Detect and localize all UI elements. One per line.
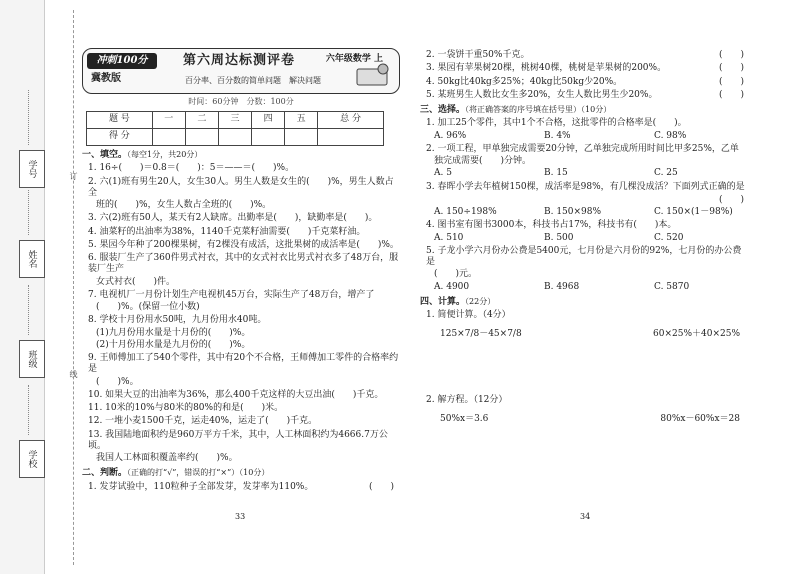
question: 7. 电视机厂一月份计划生产电视机45万台，实际生产了48万台，增产了 (88, 289, 375, 300)
school-line (28, 385, 29, 435)
question: 11. 10米的10%与80米的80%的和是( )米。 (88, 403, 284, 413)
question: 3. 果园有苹果树20棵，桃树40棵，桃树是苹果树的200%。 ( ) (426, 63, 744, 74)
answer-blank[interactable]: ( ) (718, 76, 744, 87)
options (434, 168, 750, 179)
tablet-illustration-icon (353, 63, 393, 87)
cut-line (73, 10, 74, 565)
question-continuation: (1)九月份用水量是十月份的( )%。 (96, 327, 251, 338)
options (434, 233, 750, 244)
question: 9. 王师傅加工了540个零件，其中有20个不合格，王师傅加工零件的合格率约是 (88, 353, 399, 375)
time-and-score-info: 时间：60分钟 分数：100分 (188, 97, 294, 106)
answer-blank[interactable]: ( ) (718, 63, 744, 74)
answer-blank[interactable]: ( ) (718, 89, 744, 100)
right-page (420, 48, 750, 425)
question: 5. 子龙小学六月份办公费是5400元，七月份是六月份的92%，七月份的办公费是 (426, 245, 742, 267)
option[interactable]: A. 5 (434, 168, 452, 179)
question: 1. 简便计算。（4分） (426, 310, 511, 320)
grade-label: 六年级数学 上 (325, 54, 383, 64)
option[interactable]: A. 510 (434, 232, 464, 243)
option[interactable]: C. 25 (654, 168, 678, 179)
options (434, 282, 750, 293)
edition-label: 冀教版 (91, 73, 121, 84)
expression: 60×25%＋40×25% (653, 329, 740, 340)
header-banner (82, 48, 400, 94)
expression: 50%x＝3.6 (440, 413, 489, 424)
score-cell[interactable] (318, 129, 384, 146)
section-true-false: 二、判断。（正确的打“√”，错误的打“×”）（10分） (82, 468, 270, 479)
question-continuation: 我国人工林面积覆盖率约( )%。 (96, 453, 238, 463)
options (434, 207, 750, 218)
cut-mark-xian: 线 (69, 370, 78, 378)
name-label: 姓名 (19, 240, 45, 278)
expression: 125×7/8－45×7/8 (440, 329, 522, 340)
question-continuation: 女式衬衣( )件。 (96, 276, 176, 287)
section-calculation: 四、计算。（22分） (420, 296, 496, 307)
question: 4. 油菜籽的出油率为38%，1140千克菜籽油需要( )千克菜籽油。 (88, 226, 366, 237)
question: 4. 图书室有图书3000本，科技书占17%，科技书有( )本。 (426, 220, 677, 231)
school-label: 学校 (19, 440, 45, 478)
expression: 80%x－60%x＝28 (660, 413, 740, 424)
question: 10. 如果大豆的出油率为36%，那么400千克这样的大豆出油( )千克。 (88, 389, 384, 400)
score-cell[interactable] (218, 129, 251, 146)
question-continuation: ( )元。 (434, 269, 478, 280)
topic-subtitle: 百分率、百分数的简单问题 解决问题 (185, 76, 321, 85)
question: 1. 加工25个零件，其中1个不合格，这批零件的合格率是( )。 (426, 118, 687, 129)
page-number: 33 (235, 512, 246, 521)
cut-mark-ding: 订 (69, 172, 78, 180)
answer-blank[interactable]: ( ) (718, 50, 744, 60)
answer-blank[interactable]: ( ) (368, 481, 394, 492)
question: 8. 学校十月份用水50吨，九月份用水40吨。 (88, 315, 267, 326)
option[interactable]: C. 520 (654, 232, 684, 243)
option[interactable]: B. 15 (544, 168, 568, 179)
name-line (28, 190, 29, 235)
score-cell[interactable] (252, 129, 285, 146)
class-label: 班级 (19, 340, 45, 378)
student-number-label: 学号 (19, 150, 45, 188)
section-fill-in: 一、填空。（每空1分，共20分） (82, 150, 203, 160)
question-continuation: (2)十月份用水量是九月份的( )%。 (96, 339, 251, 350)
score-cell[interactable] (285, 129, 318, 146)
question: 1. 16÷( )＝0.8＝( )：5＝——＝( )%。 (88, 163, 295, 174)
question: 2. 一项工程，甲单独完成需要20分钟，乙单独完成所用时间比甲多25%，乙单 (426, 143, 739, 154)
calc-expressions (440, 329, 740, 340)
binding-sidebar (0, 0, 45, 574)
question: 12. 一堆小麦1500千克，运走40%，运走了( )千克。 (88, 416, 318, 427)
score-table-header-row: 题 号 一 二 三 四 五 总 分 (87, 112, 384, 129)
page-title: 第六周达标测评卷 (183, 53, 296, 68)
option[interactable]: C. 150×(1－98%) (654, 207, 733, 217)
work-space[interactable] (420, 341, 750, 393)
question-continuation: ( )%。(保留一位小数) (96, 302, 200, 312)
question: 5. 某班男生人数比女生多20%，女生人数比男生少20%。 ( ) (426, 89, 744, 100)
score-table (86, 111, 384, 146)
question: 2. 解方程。（12分） (426, 394, 508, 405)
option[interactable]: A. 150÷198% (434, 207, 497, 217)
score-cell[interactable] (152, 129, 185, 146)
option[interactable]: B. 150×98% (544, 207, 602, 217)
question-continuation: ( )%。 (96, 376, 139, 387)
option[interactable]: A. 96% (434, 130, 467, 141)
question-continuation: 独完成需要( )分钟。 (434, 156, 532, 166)
question: 6. 服装厂生产了360件男式衬衣，其中的女式衬衣比男式衬衣多了48万台，服装厂生产 (88, 253, 399, 275)
page-number: 34 (580, 512, 591, 521)
question: 2. 六(1)班有男生20人，女生30人。男生人数是女生的( )%，男生人数占全 (88, 176, 394, 198)
options (434, 131, 750, 142)
class-line (28, 285, 29, 335)
question-continuation: ( ) (718, 194, 744, 205)
equation-expressions (440, 414, 740, 425)
brand-logo: 冲刺100分 (87, 53, 157, 69)
question: 13. 我国陆地面积约是960万平方千米，其中，人工林面积约为4666.7万公顷。 (88, 429, 388, 451)
score-cell[interactable] (185, 129, 218, 146)
option[interactable]: C. 98% (654, 130, 687, 141)
question: 3. 春晖小学去年植树150棵，成活率是98%，有几棵没成活？下面列式正确的是 (426, 181, 745, 192)
question: 2. 一袋饼干重50%千克。 ( ) (426, 50, 744, 60)
section-multiple-choice: 三、选择。（将正确答案的序号填在括号里）（10分） (420, 105, 612, 115)
student-number-line (28, 90, 29, 145)
option[interactable]: C. 5870 (654, 281, 690, 292)
option[interactable]: B. 500 (544, 232, 574, 243)
question: 5. 果园今年种了200棵果树，有2棵没有成活，这批果树的成活率是( )%。 (88, 239, 399, 250)
question: 3. 六(2)班有50人，某天有2人缺席。出勤率是( )，缺勤率是( )。 (88, 213, 378, 224)
option[interactable]: B. 4968 (544, 281, 580, 292)
left-page (82, 0, 400, 493)
question: 4. 50kg比40kg多25%；40kg比50kg少20%。 ( ) (426, 76, 744, 87)
option[interactable]: A. 4900 (434, 281, 470, 292)
score-table-score-row: 得 分 (87, 129, 384, 146)
option[interactable]: B. 4% (544, 130, 571, 141)
question: 1. 发芽试验中，110粒种子全部发芽，发芽率为110%。 ( ) (88, 481, 394, 492)
question-continuation: 班的( )%，女生人数占全班的( )%。 (96, 200, 272, 210)
